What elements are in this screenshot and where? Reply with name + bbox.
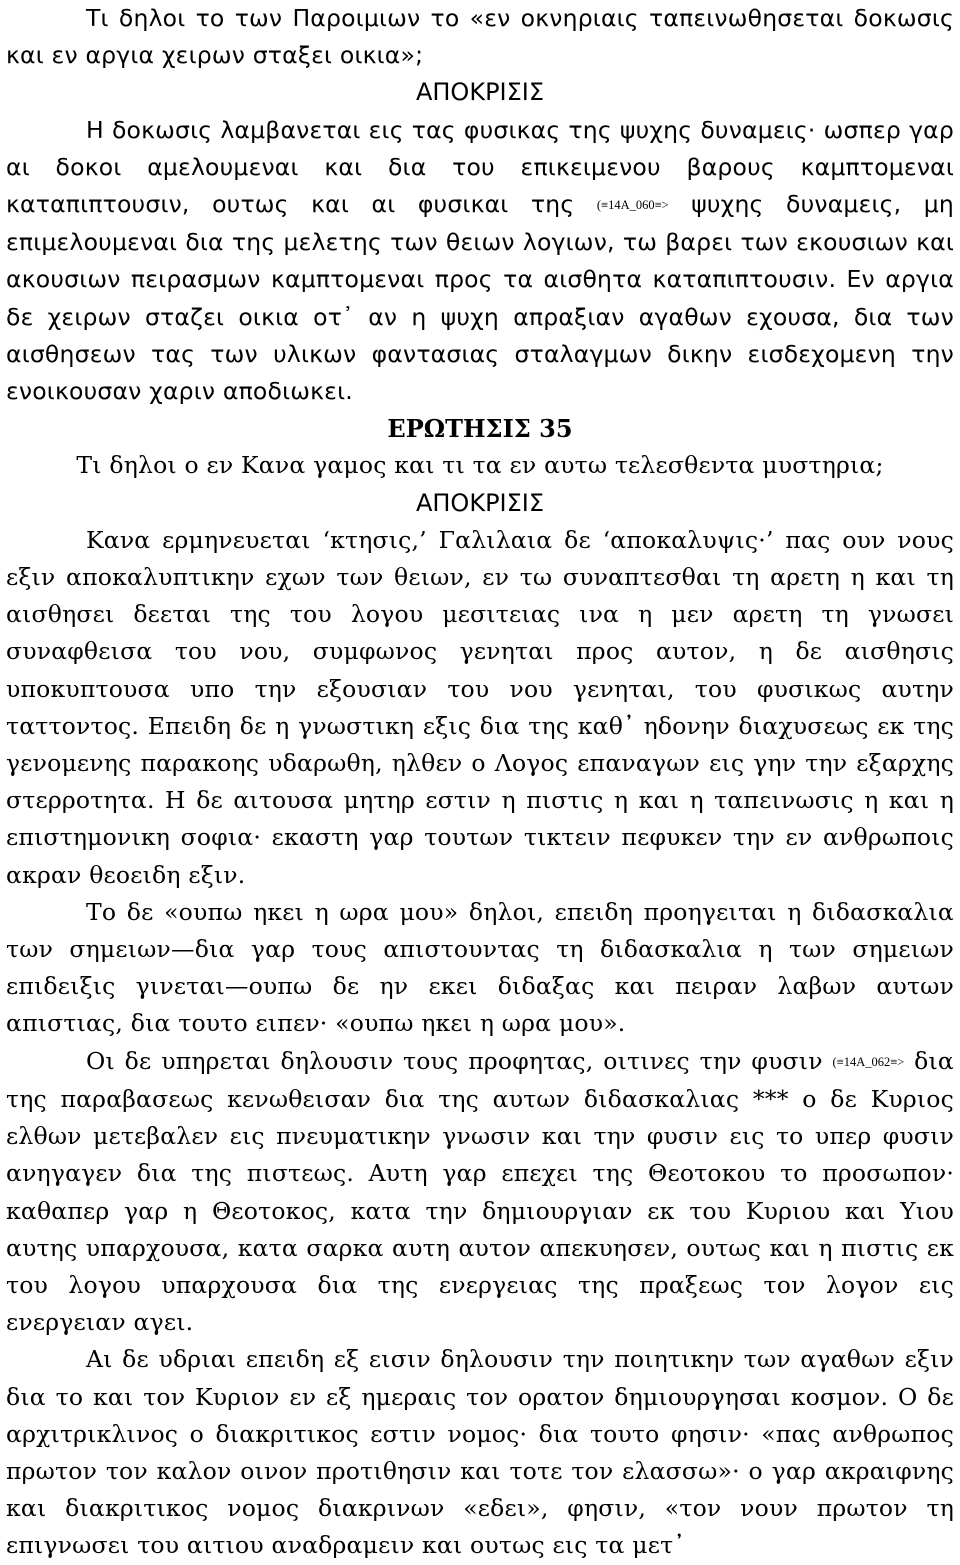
answer-heading-1: ΑΠΟΚΡΙΣΙΣ [415, 78, 545, 107]
answer-1-text-a: Η δοκωσις λαμβανεται εις τας φυσικας της ψυχης δυναμεις· ωσπερ γαρ αι δοκοι αμελουμεναι και δια του επικειμενου βαρους καμπτομεναι καταπιπτουσιν, ουτως και αι φυσικαι της [6, 115, 954, 219]
answer-2-p3-text-a: Οι δε υπηρεται δηλουσιν τους προφητας, οιτινες την φυσιν [86, 1046, 823, 1075]
question-35-text: Τι δηλοι ο εν Κανα γαμος και τι τα εν αυτω τελεσθεντα μυστηρια; [76, 451, 884, 480]
answer-2-paragraph-2: Το δε «ουπω ηκει η ωρα μου» δηλοι, επειδη προηγειται η διδασκαλια των σημειων—δια γαρ τους απιστουντας τη διδασκαλια η των σημειων επιδειξις γινεται—ουπω δε ην εκει διδαξας και πειραν λαβων αυτων απιστιας, δια τουτο ειπεν· «ουπω ηκει η ωρα μου». [6, 897, 954, 1038]
answer-2-paragraph-3 [6, 1043, 954, 1342]
answer-1-text-b: ψυχης δυναμεις, μη επιμελουμεναι δια της μελετης των θειων λογιων, τω βαρει των εκουσιων και ακουσιων πειρασμων καμπτομεναι προς τα αισθητα καταπιπτουσιν. Εν αργια δε χειρων σταζει οικια οτ᾽ αν η ψυχη απραξιαν αγαθων εχουσα, δια των αισθησεων τας των υλικων φαντασιας σταλαγμων δικην εισδεχομενη την ενοικουσαν χαριν αποδιωκει. [6, 190, 955, 406]
question-35-heading: ΕΡΩΤΗΣΙΣ 35 [387, 414, 573, 444]
answer-1-paragraph [6, 112, 954, 411]
intro-question [6, 0, 954, 74]
intro-question-text: Τι δηλοι το των Παροιμιων το «εν οκνηριαις ταπεινωθησεται δοκωσις και εν αργια χειρων σταξει οικια»; [6, 4, 954, 70]
answer-heading-2: ΑΠΟΚΡΙΣΙΣ [415, 488, 545, 517]
answer-2-paragraph-1: Κανα ερμηνευεται ‘κτησις,’ Γαλιλαια δε ‘αποκαλυψις·’ πας ουν νους εξιν αποκαλυπτικην εχων των θειων, εν τω συναπτεσθαι τη αρετη η και τη αισθησει δεεται της του λογου μεσιτειας ινα η μεν αρετη τη γνωσει συναφθεισα του νου, συμφωνος γενηται προς αυτον, η δε αισθησις υποκυπτουσα υπο την εξουσιαν του νου γενηται, του φυσικως αυτην ταττοντος. Επειδη δε η γνωστικη εξις δια της καθ᾽ ηδονην διαχυσεως εκ της γενομενης παρακοης υδαρωθη, ηλθεν ο Λογος επαναγων εις γην την εξαρχης στερροτητα. Η δε αιτουσα μητηρ εστιν η πιστις η και η ταπεινωσις η και η επιστημονικη σοφια· εκαστη γαρ τουτων τικτειν πεφυκεν την εν ανθρωποις ακραν θεοειδη εξιν. [6, 525, 954, 889]
page-marker-062: (≡14A_062≡> [832, 1054, 905, 1069]
answer-2-p3-text-b: δια της παραβασεως κενωθεισαν δια της αυτων διδασκαλιας *** ο δε Κυριος ελθων μετεβαλεν εις πνευματικην γνωσιν και την φυσιν εις το υπερ φυσιν ανηγαγεν δια της πιστεως. Αυτη γαρ επεχει της Θεοτοκου το προσωπον· καθαπερ γαρ η Θεοτοκος, κατα την δημιουργιαν εκ του Κυριου και Υιου αυτης υπαρχουσα, κατα σαρκα αυτη αυτον απεκυησεν, ουτως και η πιστις εκ του λογου υπαρχουσα δια της ενεργειας της πραξεως τον λογον εις ενεργειαν αγει. [6, 1046, 955, 1337]
page-marker-060: (≡14A_060≡> [596, 198, 669, 213]
answer-2-paragraph-4: Αι δε υδριαι επειδη εξ εισιν δηλουσιν την ποιητικην των αγαθων εξιν δια το και τον Κυριον εν εξ ημεραις τον ορατον δημιουργησαι κοσμον. Ο δε αρχιτρικλινος ο διακριτικος εστιν νομος· δια τουτο φησιν· «πας ανθρωπος πρωτον τον καλον οινον προτιθησιν και τοτε τον ελασσω»· ο γαρ ακραιφνης και διακριτικος νομος διακρινων «εδει», φησιν, «τον νουν πρωτον τη επιγνωσει του αιτιου αναδραμειν και ουτως εις τα μετ᾽ [6, 1345, 954, 1560]
